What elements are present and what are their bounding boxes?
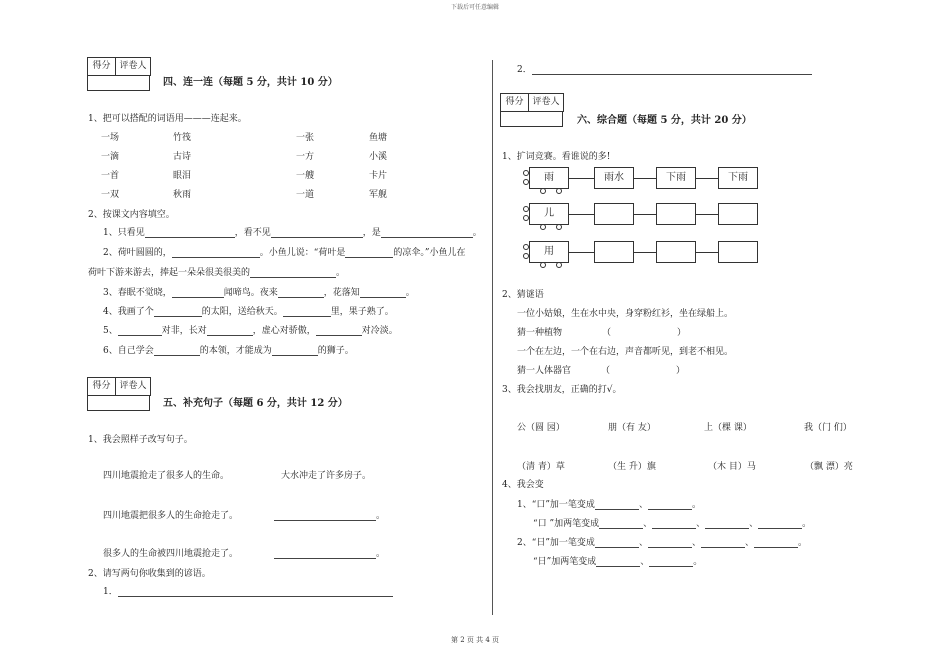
train-car[interactable]: 下雨: [718, 167, 758, 189]
blank[interactable]: [649, 557, 693, 567]
blank[interactable]: [118, 326, 162, 336]
column-divider: [492, 60, 493, 615]
fill-line-1: 1、只看见 ，看不见 ，是 。: [103, 228, 482, 238]
blank[interactable]: [705, 519, 749, 529]
train-coupler: [634, 214, 656, 215]
train-coupler: [569, 252, 594, 253]
blank[interactable]: [274, 511, 376, 521]
blank[interactable]: [758, 519, 802, 529]
match-word[interactable]: 鱼塘: [369, 133, 388, 143]
transform-2b: “日”加两笔变成 、 。: [533, 557, 703, 567]
example-sentence-2: 大水冲走了许多房子。: [281, 471, 372, 481]
match-choice-1[interactable]: 公（圆 园）: [517, 423, 565, 433]
match-word[interactable]: 一艘: [296, 171, 315, 181]
match-word[interactable]: 一滴: [101, 152, 120, 162]
rewrite-answer-1: 。: [274, 508, 385, 521]
s6-question-4: 4、我会变: [502, 480, 544, 490]
section-6-title: 六、综合题（每题 5 分，共计 20 分）: [577, 115, 752, 126]
example-sentence-3: 四川地震把很多人的生命抢走了。: [103, 511, 239, 521]
match-word[interactable]: 一道: [296, 190, 315, 200]
fill-line-6: 6、自己学会 的本领，才能成为 的狮子。: [103, 346, 354, 356]
train-car[interactable]: [718, 241, 758, 263]
blank[interactable]: [118, 587, 393, 597]
match-word[interactable]: 古诗: [173, 152, 192, 162]
grader-label: 评卷人: [119, 381, 147, 391]
blank[interactable]: [532, 65, 812, 75]
train-coupler: [696, 252, 718, 253]
match-choice-8[interactable]: （飘 漂）亮: [805, 462, 853, 472]
train-car: 雨: [529, 167, 569, 189]
blank[interactable]: [271, 228, 363, 238]
train-car[interactable]: [594, 241, 634, 263]
match-word[interactable]: 秋雨: [173, 190, 192, 200]
match-word[interactable]: 卡片: [369, 171, 388, 181]
train-car[interactable]: 下雨: [656, 167, 696, 189]
score-box-s6: [500, 93, 564, 112]
blank[interactable]: [345, 248, 393, 258]
riddle-2: 一个在左边，一个在右边，声音都听见，到老不相见。: [517, 347, 734, 357]
blank[interactable]: [207, 326, 253, 336]
blank[interactable]: [145, 228, 235, 238]
score-box-blank: [87, 76, 150, 91]
match-word[interactable]: 一张: [296, 133, 315, 143]
train-car: 儿: [529, 203, 569, 225]
s5-question-1: 1、我会照样子改写句子。: [88, 435, 193, 445]
riddle-1: 一位小姑娘，生在水中央，身穿粉红衫，坐在绿船上。: [517, 309, 734, 319]
riddle-1-hint: 猜一种植物 （ ）: [517, 328, 687, 338]
page-footer: 第 2 页 共 4 页: [450, 636, 500, 644]
fill-line-2: 2、荷叶圆圆的， 。小鱼儿说：“荷叶是 的凉伞。”小鱼儿在: [103, 248, 466, 258]
train-coupler: [696, 214, 718, 215]
match-word[interactable]: 一方: [296, 152, 315, 162]
train-coupler: [569, 178, 594, 179]
blank[interactable]: [595, 500, 639, 510]
transform-1a: 1、“口”加一笔变成 、 。: [517, 500, 701, 510]
match-choice-5[interactable]: （清 青）草: [517, 462, 565, 472]
score-label: 得分: [88, 58, 116, 75]
blank[interactable]: [360, 288, 406, 298]
blank[interactable]: [648, 538, 692, 548]
match-choice-4[interactable]: 我（门 们）: [804, 423, 852, 433]
train-coupler: [634, 252, 656, 253]
train-car[interactable]: [656, 203, 696, 225]
proverb-2: 2．: [517, 62, 812, 75]
blank[interactable]: [154, 346, 200, 356]
example-sentence-1: 四川地震抢走了很多人的生命。: [103, 471, 230, 481]
blank[interactable]: [272, 346, 318, 356]
match-choice-3[interactable]: 上（棵 课）: [704, 423, 752, 433]
s6-question-1: 1、扩词竞赛。看谁说的多!: [502, 152, 611, 162]
match-choice-2[interactable]: 朋（有 友）: [608, 423, 656, 433]
transform-2a: 2、“日”加一笔变成 、 、 、 。: [517, 538, 807, 548]
score-label: 得分: [88, 378, 116, 395]
section-4-title: 四、连一连（每题 5 分，共计 10 分）: [163, 77, 338, 88]
blank[interactable]: [250, 268, 336, 278]
blank[interactable]: [701, 538, 745, 548]
grader-label: 评卷人: [119, 61, 147, 71]
blank[interactable]: [316, 326, 362, 336]
riddle-2-hint: 猜一人体器官 （ ）: [517, 366, 686, 376]
score-label: 得分: [501, 94, 529, 111]
score-box-blank: [87, 396, 150, 411]
s6-question-3: 3、我会找朋友，正确的打√。: [502, 385, 622, 395]
blank[interactable]: [595, 538, 639, 548]
blank[interactable]: [596, 557, 640, 567]
rewrite-answer-2: 。: [274, 546, 385, 559]
blank[interactable]: [381, 228, 473, 238]
score-box-s5: [87, 377, 151, 396]
fill-line-3: 3、春眠不觉晓， 闻啼鸟。夜来 ，花落知 。: [103, 288, 415, 298]
blank[interactable]: [278, 288, 324, 298]
blank[interactable]: [648, 500, 692, 510]
s5-question-2: 2、请写两句你收集到的谚语。: [88, 569, 211, 579]
match-word[interactable]: 一场: [101, 133, 120, 143]
s6-question-2: 2、猜谜语: [502, 290, 544, 300]
proverb-1: 1．: [103, 584, 393, 597]
train-car[interactable]: [594, 203, 634, 225]
blank[interactable]: [172, 288, 224, 298]
match-word[interactable]: 一双: [101, 190, 120, 200]
fill-line-4: 4、我画了个 的太阳，送给秋天。 里，果子熟了。: [103, 307, 394, 317]
match-word[interactable]: 军舰: [369, 190, 388, 200]
fill-line-5: 5、 对非，长对 ，虚心对骄傲， 对冷淡。: [103, 326, 398, 336]
blank[interactable]: [154, 307, 202, 317]
match-word[interactable]: 一首: [101, 171, 120, 181]
train-car[interactable]: [656, 241, 696, 263]
blank[interactable]: [754, 538, 798, 548]
example-sentence-4: 很多人的生命被四川地震抢走了。: [103, 549, 239, 559]
train-coupler: [634, 178, 656, 179]
train-car[interactable]: [718, 203, 758, 225]
score-box-s4: [87, 57, 151, 76]
fill-line-2b: 荷叶下游来游去，捧起一朵朵很美很美的 。: [88, 268, 346, 278]
blank[interactable]: [274, 549, 376, 559]
blank[interactable]: [172, 248, 260, 258]
match-choice-6[interactable]: （生 升）旗: [608, 462, 656, 472]
blank[interactable]: [283, 307, 331, 317]
train-coupler: [569, 214, 594, 215]
match-choice-7[interactable]: （木 目）马: [708, 462, 756, 472]
match-word[interactable]: 眼泪: [173, 171, 192, 181]
grader-label: 评卷人: [532, 97, 560, 107]
train-car[interactable]: 雨水: [594, 167, 634, 189]
section-5-title: 五、补充句子（每题 6 分，共计 12 分）: [163, 398, 348, 409]
transform-1b: “口 ”加两笔变成 、 、 、 。: [533, 519, 812, 529]
match-word[interactable]: 竹筏: [173, 133, 192, 143]
s4-question-1: 1、把可以搭配的词语用———连起来。: [88, 114, 247, 124]
match-word[interactable]: 小溪: [369, 152, 388, 162]
train-car: 用: [529, 241, 569, 263]
header-note: 下载后可任意编辑: [450, 4, 499, 11]
train-coupler: [696, 178, 718, 179]
blank[interactable]: [599, 519, 643, 529]
score-box-blank: [500, 112, 563, 127]
blank[interactable]: [652, 519, 696, 529]
s4-question-2: 2、按课文内容填空。: [88, 210, 175, 220]
